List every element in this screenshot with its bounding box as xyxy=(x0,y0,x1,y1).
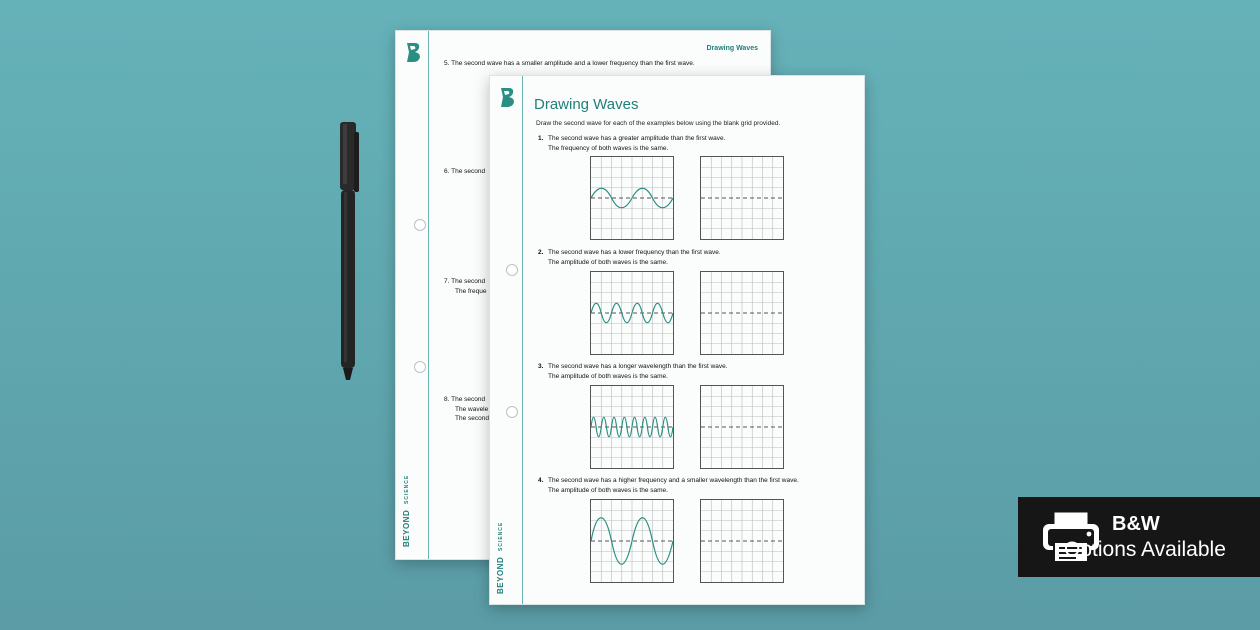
front-worksheet xyxy=(489,75,865,605)
question-1: 1. The second wave has a greater amplitude than the first wave. The frequency of both waves is the same. xyxy=(538,135,726,152)
blank-grid[interactable] xyxy=(700,156,784,240)
question-4: 4. The second wave has a higher frequency and a smaller wavelength than the first wave. The amplitude of both waves is the same. xyxy=(538,477,799,494)
margin-line xyxy=(522,76,523,604)
question-7: 7. The second The freque xyxy=(444,278,487,295)
beyond-logo-icon xyxy=(404,41,422,63)
pen xyxy=(334,118,364,384)
example-wave-grid xyxy=(590,499,674,583)
badge-title: B&W xyxy=(1112,513,1160,535)
bw-options-badge xyxy=(1018,497,1260,577)
question-8: 8. The second The wavele The second xyxy=(444,396,489,422)
brand-logo: BEYOND SCIENCE xyxy=(402,474,411,547)
example-wave-grid xyxy=(590,271,674,355)
instructions: Draw the second wave for each of the examples below using the blank grid provided. xyxy=(536,120,781,127)
brand-logo: BEYOND SCIENCE xyxy=(496,521,505,594)
blank-grid[interactable] xyxy=(700,271,784,355)
beyond-logo-icon xyxy=(498,86,516,108)
question-5: 5. The second wave has a smaller amplitude and a lower frequency than the first wave. xyxy=(444,60,695,67)
punch-hole xyxy=(506,406,518,418)
margin-line xyxy=(428,31,429,559)
punch-hole xyxy=(414,219,426,231)
punch-hole xyxy=(414,361,426,373)
example-wave-grid xyxy=(590,385,674,469)
punch-hole xyxy=(506,264,518,276)
question-2: 2. The second wave has a lower frequency than the first wave. The amplitude of both waves is the same. xyxy=(538,249,721,266)
example-wave-grid xyxy=(590,156,674,240)
header-title: Drawing Waves xyxy=(706,45,758,52)
badge-subtitle: Options Available xyxy=(1064,538,1226,561)
question-3: 3. The second wave has a longer wavelength than the first wave. The amplitude of both waves is the same. xyxy=(538,363,728,380)
worksheet-title: Drawing Waves xyxy=(534,96,639,113)
blank-grid[interactable] xyxy=(700,385,784,469)
question-6: 6. The second xyxy=(444,168,486,175)
blank-grid[interactable] xyxy=(700,499,784,583)
